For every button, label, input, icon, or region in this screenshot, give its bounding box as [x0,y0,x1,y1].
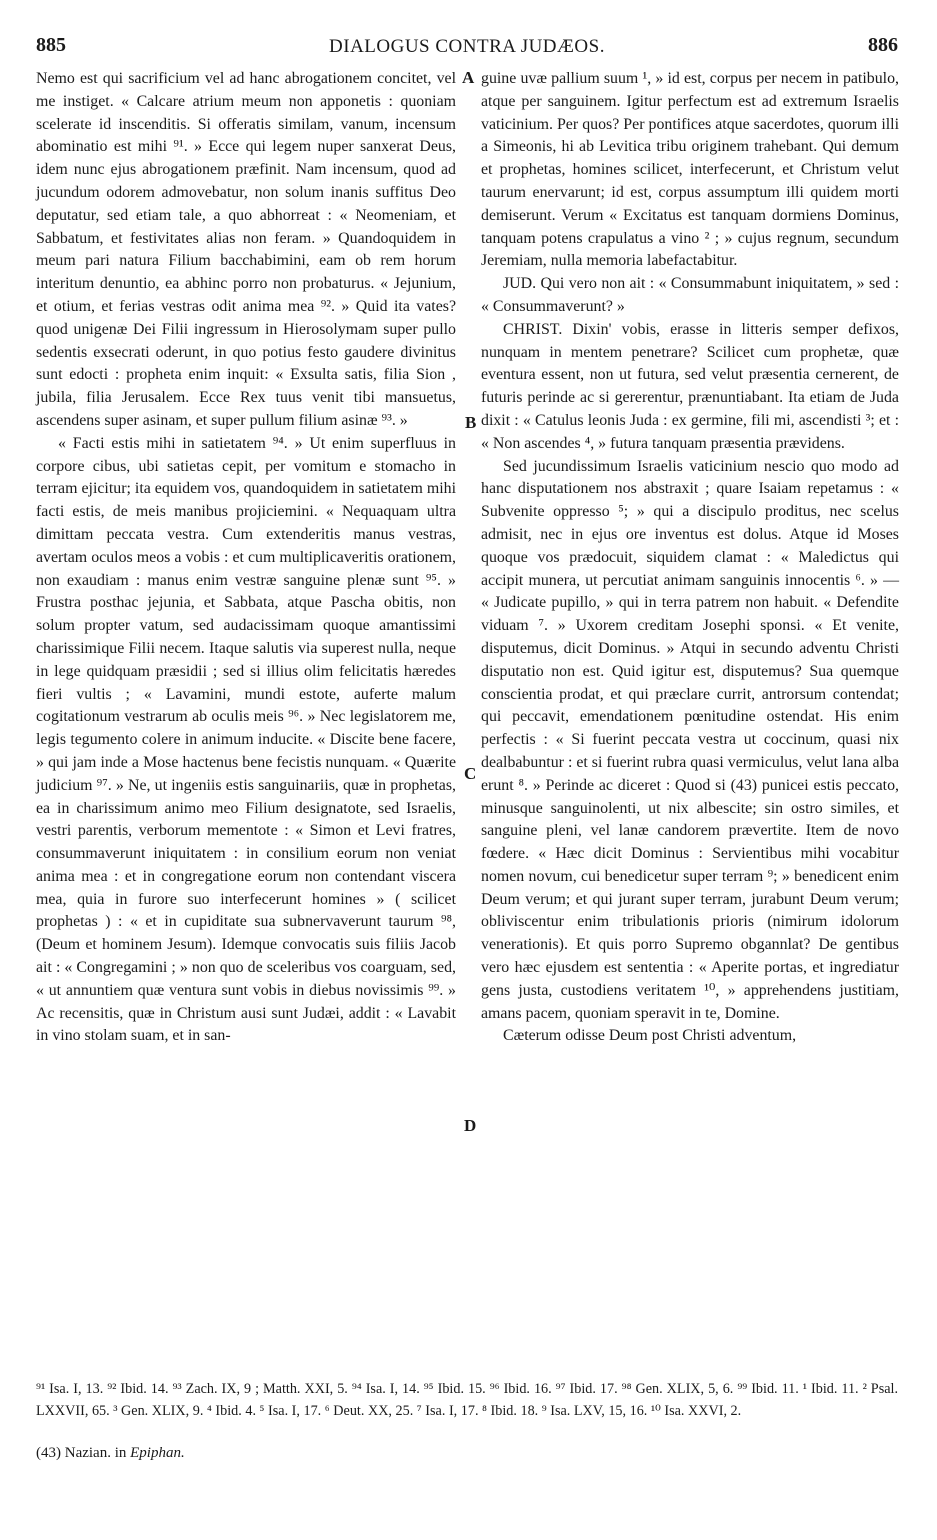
page-header [36,32,898,62]
section-marker-b: B [465,413,477,432]
left-paragraph-1: Nemo est qui sacrificium vel ad hanc abrogationem concitet, vel me instiget. « Calcare atrium meum non apponetis : quoniam scelerate id inscenditis. Si offeratis similam, vanum, incensum abominatio est mihi ⁹¹. » Ecce qui legem nuper sanxerat Deus, idem nunc ejus abrogationem præfinit. Nam incensum, quod ad jucundum odorem admovebatur, non solum inanis suffitus Deo deputatur, sed etiam tale, a quo abhorreat : « Neomeniam, et Sabbatum, et festivitates alias non feram. » Quandoquidem in meum pari natura Filium bacchabimini, eam ob rem horum interitum denuntio, ea abhinc porro non probaturus. « Jejunium, et otium, et ferias vestras odit anima mea ⁹². » Quid ita vates? quod unigenæ Dei Filii ingressum in Hierosolymam super pullo sedentis exsecrati oderunt, in quo potius festo gaudere divinitus sunt edocti : propheta enim inquit: « Exsulta satis, filia Sion , jubila, filia Jerusalem. Ecce Rex tuus venit tibi mansuetus, ascendens super asinam, et super pullum filium asinæ ⁹³. » [36,70,456,429]
left-column [36,68,456,1048]
running-title: DIALOGUS CONTRA JUDÆOS. [329,36,605,57]
section-marker-c: C [464,764,477,783]
footnotes [36,1378,898,1422]
page-number-right: 886 [868,34,898,56]
right-paragraph-jud: JUD. Qui vero non ait : « Consummabunt iniquitatem, » sed : « Consummaverunt? » [481,275,899,315]
footnote-references: ⁹¹ Isa. I, 13. ⁹² Ibid. 14. ⁹³ Zach. IX, 9 ; Matth. XXI, 5. ⁹⁴ Isa. I, 14. ⁹⁵ Ibid. 15. ⁹⁶ Ibid. 16. ⁹⁷ Ibid. 17. ⁹⁸ Gen. XLIX, 5, 6. ⁹⁹ Ibid. 11. ¹ Ibid. 11. ² Psal. LXXVII, 65. ³ Gen. XLIX, 9. ⁴ Ibid. 4. ⁵ Isa. I, 17. ⁶ Deut. XX, 25. ⁷ Isa. I, 17. ⁸ Ibid. 18. ⁹ Isa. LXV, 15, 16. ¹⁰ Isa. XXVI, 2. [36,1381,898,1419]
right-paragraph-4: Sed jucundissimum Israelis vaticinium nescio quo modo ad hanc disputationem nos abstraxit ; quare Isaiam repetamus : « Subvenite oppresso ⁵; » qui a discipulo proditus, nec scelus admisit, nec in ejus ore inventus est dolus. Atque id Moses quoque vos prædocuit, siquidem clamat : « Maledictus qui accipit munera, ut percutiat animam sanguinis innocentis ⁶. » — « Judicate pupillo, » qui in terra patrem non habuit. « Defendite viduam ⁷. » Uxorem creditam Josephi sponsi. « Et venite, disputemus, dicit Dominus. » Atqui in secundo adventu Christi disputatio non est. Quid igitur est, disputemus? Sua quemque conscientia prodat, et qui præclare currit, antrorsum contendat; qui peccavit, emendationem pœnitudine ostendat. His enim perfectis : « Si fuerint peccata vestra ut coccinum, quasi nix dealbabuntur : et si fuerint rubra quasi vermiculus, velut lana alba erunt ⁸. » Perinde ac diceret : Quod si (43) punicei estis peccato, minusque sanguinolenti, ut nix albescite; sin ostro similes, et sanguine pleni, vel lanæ candorem prævertite. Item de novo fœdere. « Hæc dicit Dominus : Servientibus mihi vocabitur nomen novum, cui benedicetur super terram ⁹; » benedicent enim Deum verum; et qui jurant super terram, jurabunt Deum verum; obliviscentur enim tribulationis prioris (nimirum idolorum venerationis). Et quis porro Supremo obgannlat? De gentibus vero hæc ejusdem est sententia : « Aperite portas, et ingrediatur gens justa, custodiens veritatem ¹⁰, » apprehendens justitiam, amans pacem, quoniam speravit in te, Domine. [481,457,899,1022]
right-column [481,68,899,1048]
footnote-43-italic: Epiphan. [130,1445,185,1461]
right-paragraph-5: Cæterum odisse Deum post Christi adventum, [503,1027,797,1045]
section-marker-a: A [462,68,475,87]
footnote-43-label: (43) Nazian. in [36,1445,127,1461]
editorial-footnote-43 [36,1445,185,1462]
left-paragraph-2: « Facti estis mihi in satietatem ⁹⁴. » Ut enim superfluus in corpore cibus, ubi satietas cepit, per vomitum e stomacho in terram ejicitur; ita equidem vos, quandoquidem in satietatem mihi facti estis, de meis manibus projiciemini. « Nequaquam ultra dimittam peccata vestra. Cum extenderitis manus vestras, avertam oculos meos a vobis : et cum multiplicaveritis orationem, non exaudiam : manus enim vestræ sanguine plenæ sunt ⁹⁵. » Frustra posthac jejunia, et Sabbata, atque Pascha obitis, non solum propter vatum, sed audacissimam quoque amantissimi charissimique Filii necem. Itaque salutis via superest nulla, neque in lege quidquam præsidii ; sed si illius olim felicitatis hæredes fieri vultis ; « Lavamini, mundi estote, auferte malum cogitationum vestrarum ab oculis meis ⁹⁶. » Nec legislatorem me, legis tegumento colere in animum inducite. « Discite bene facere, » qui jam inde a Mose hactenus bene fecistis nunquam. « Quærite judicium ⁹⁷. » Ne, ut ingeniis estis sanguinariis, quæ in prophetas, ea in charissimum animo meo Filium designatote, sed Israelis, vestri parentis, verborum mementote : « Simon et Levi fratres, consummaverunt iniquitatem : in consilium eorum non veniat anima mea : et in congregatione eorum non contendant viscera mea, quia in furore suo interfecerunt homines » ( scilicet prophetas ) : « et in cupiditate sua subnervaverunt taurum ⁹⁸, (Deum et hominem Jesum). Idemque convocatis suis filiis Jacob ait : « Congregamini ; » non quo de sceleribus vos coarguam, sed, « ut annuntiem quæ ventura sunt vobis in diebus novissimis ⁹⁹. » Ac recensitis, quæ in Christum ausi sunt Judæi, addit : « Lavabit in vino stolam suam, et in san- [36,434,456,1045]
section-marker-d: D [464,1116,477,1135]
right-paragraph-christ: CHRIST. Dixin' vobis, erasse in litteris semper defixos, nunquam in mentem penetrare? Scilicet cum prophetæ, quæ eventura essent, non ut futura, sed velut præsentia cernerent, de futuris perinde ac si gererentur, prænuntiabant. Ita etiam de Juda dixit : « Catulus leonis Juda : ex germine, fili mi, ascendisti ³; et : « Non ascendes ⁴, » futura tanquam præsentia prævidens. [481,320,899,452]
right-paragraph-1: guine uvæ pallium suum ¹, » id est, corpus per necem in patibulo, atque per sanguinem. Igitur perfectum est ad extremum Israelis vaticinium. Per quos? Per pontifices atque sacerdotes, quorum illi a Simeonis, hi ab Levitica tribu originem trahebant. Qui demum et prophetas, homines scilicet, interfecerunt, et Christum velut taurum enervarunt; id est, corpus assumptum illi quidem morti demiserunt. Verum « Excitatus est tanquam dormiens Dominus, tanquam potens crapulatus a vino ² ; » cujus regnum, secundum Jeremiam, nulla memoria labefactabitur. [481,70,899,270]
page-number-left: 885 [36,34,66,56]
